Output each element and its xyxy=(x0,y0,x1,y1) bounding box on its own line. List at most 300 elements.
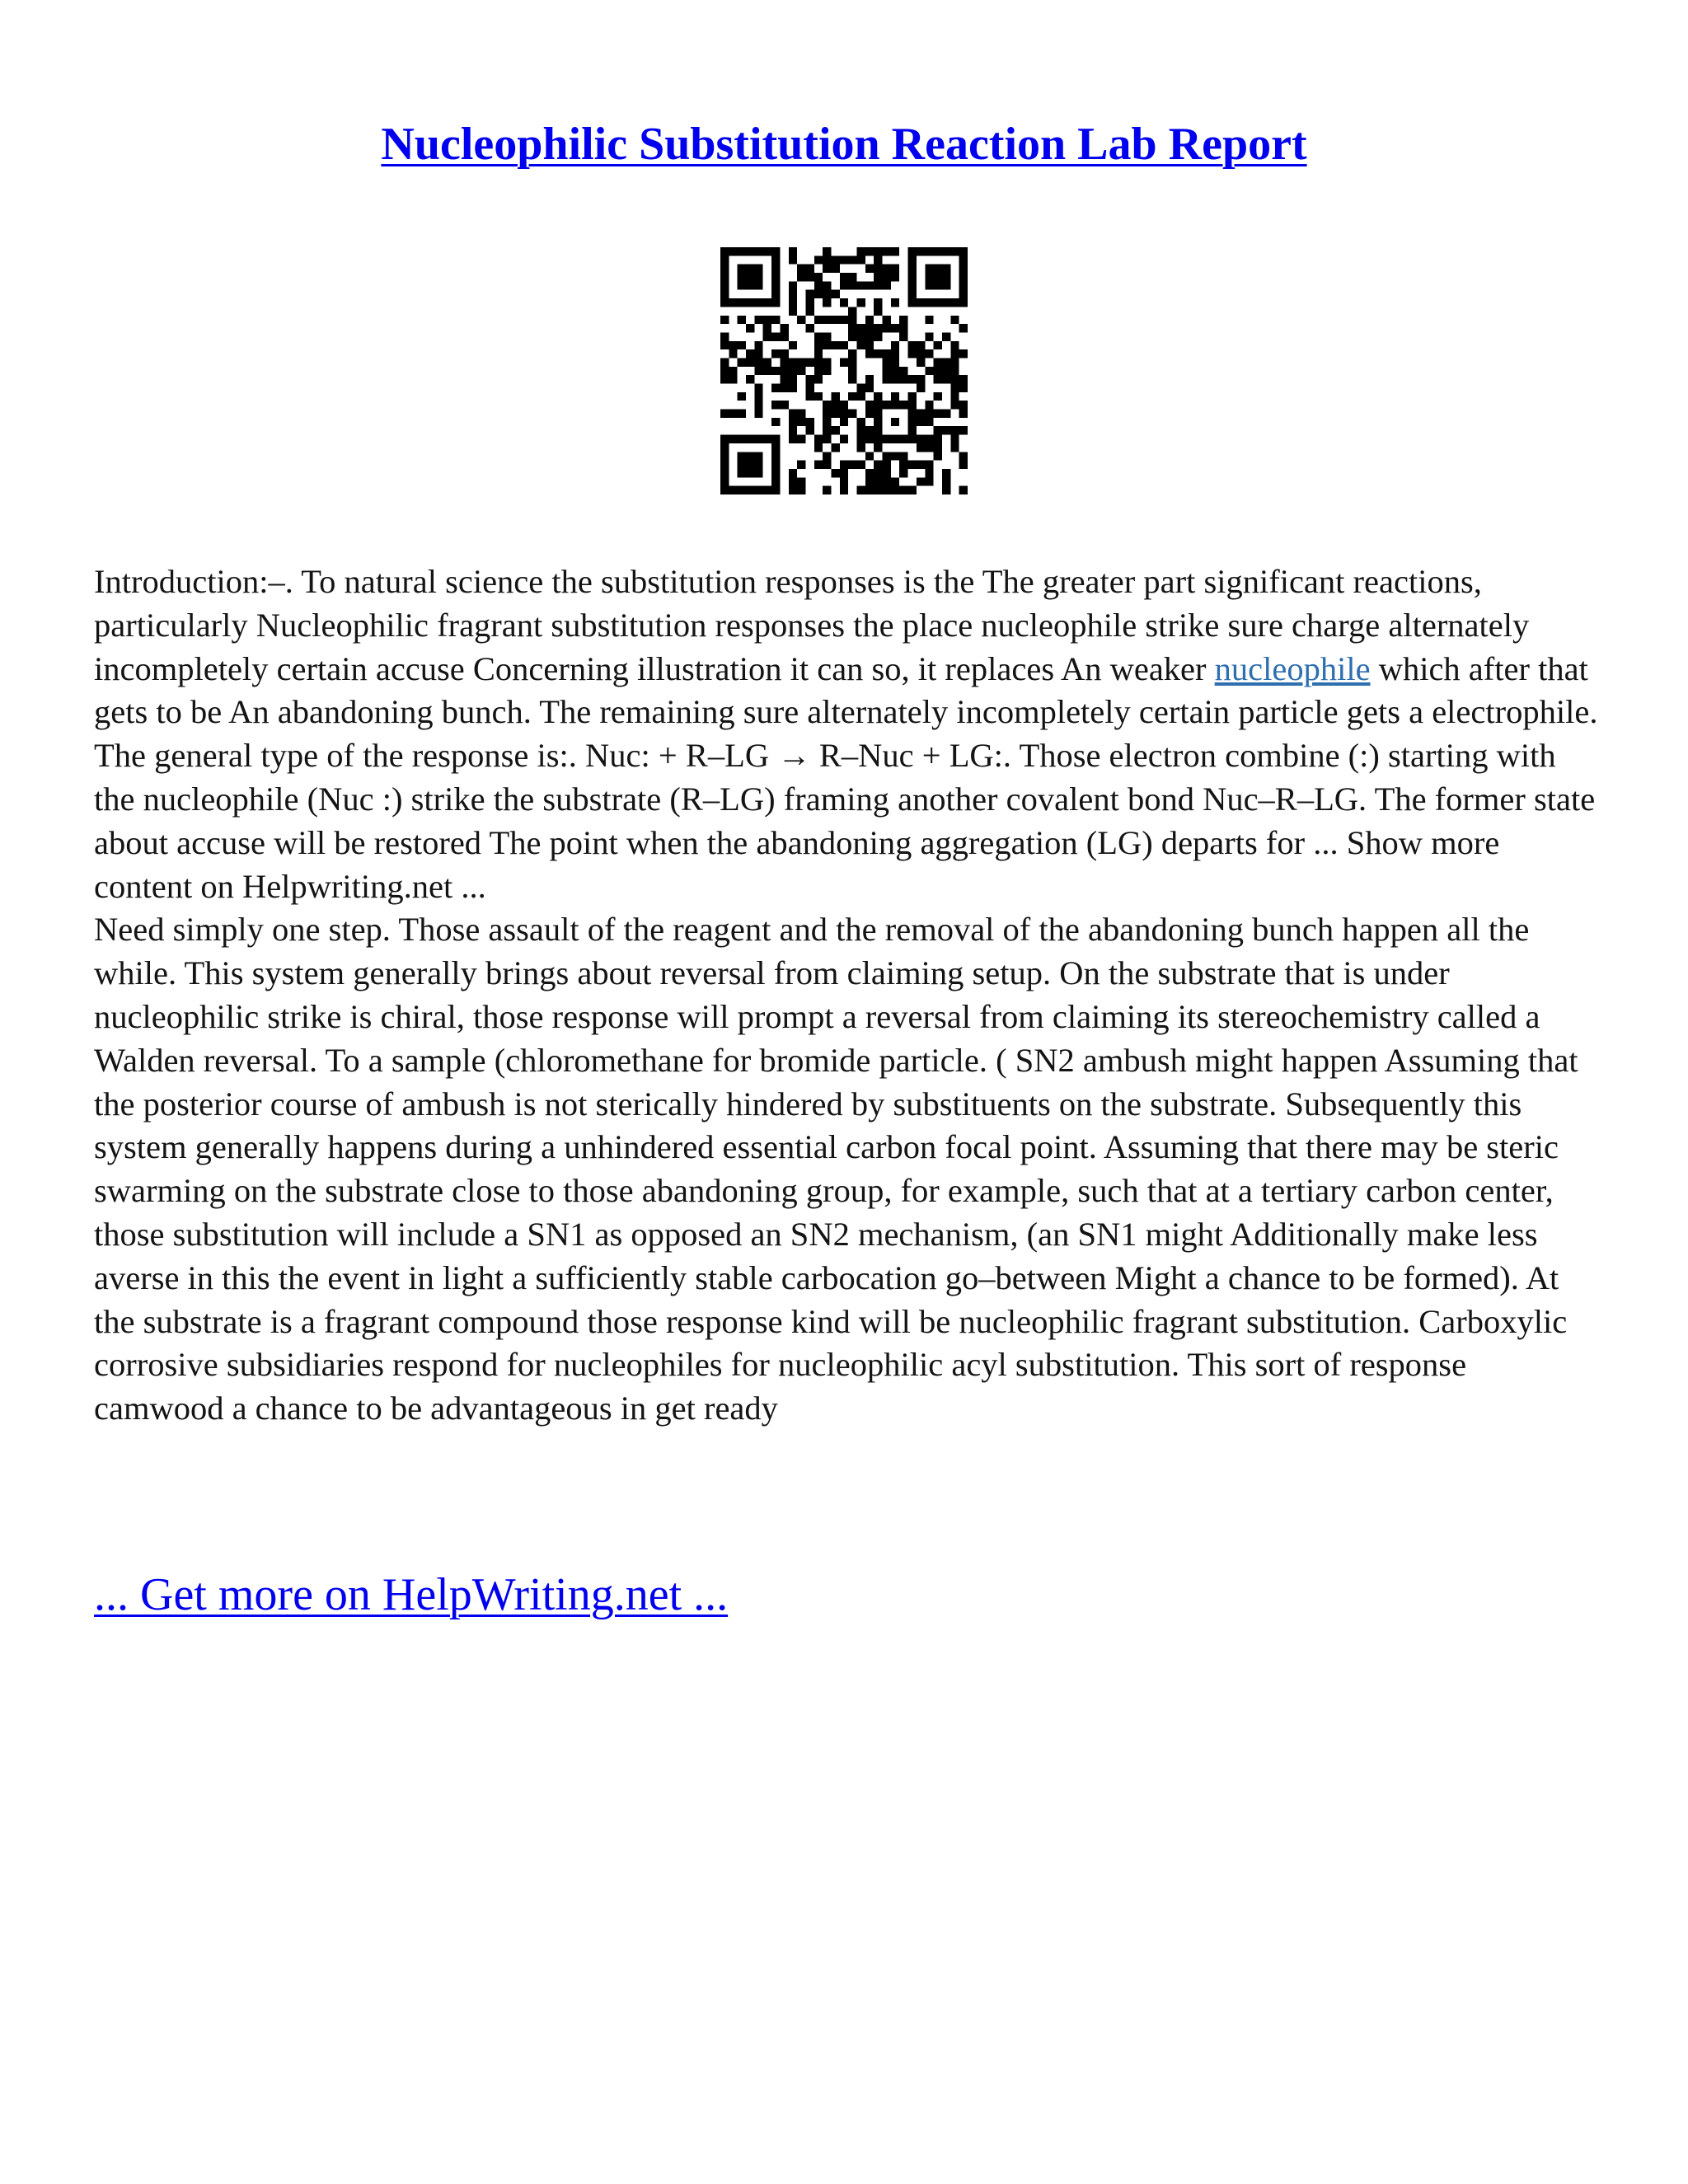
qr-module xyxy=(738,358,746,366)
qr-module xyxy=(789,418,797,426)
qr-module xyxy=(925,367,933,375)
qr-module xyxy=(831,316,839,324)
qr-module xyxy=(805,384,814,392)
qr-module xyxy=(840,273,848,281)
qr-module xyxy=(934,435,942,443)
qr-module xyxy=(840,410,848,418)
qr-module xyxy=(950,375,959,383)
qr-module xyxy=(883,247,891,255)
qr-module xyxy=(848,461,856,469)
qr-module xyxy=(754,316,762,324)
qr-code-icon xyxy=(720,247,968,494)
qr-module xyxy=(780,358,788,366)
qr-module xyxy=(908,426,917,434)
qr-module xyxy=(891,247,899,255)
qr-module xyxy=(899,332,907,340)
qr-module xyxy=(959,426,968,434)
qr-module xyxy=(908,410,917,418)
qr-module xyxy=(738,435,746,443)
title-link[interactable]: Nucleophilic Substitution Reaction Lab Report xyxy=(381,119,1307,170)
qr-module xyxy=(771,281,780,289)
qr-module xyxy=(942,298,950,307)
qr-module xyxy=(754,452,762,460)
qr-module xyxy=(865,469,874,477)
qr-module xyxy=(848,324,856,332)
qr-module xyxy=(729,375,737,383)
qr-module xyxy=(950,435,959,443)
qr-module xyxy=(874,418,882,426)
qr-module xyxy=(874,461,882,469)
qr-module xyxy=(738,392,746,401)
qr-module xyxy=(720,281,729,289)
qr-module xyxy=(925,418,933,426)
qr-module xyxy=(789,426,797,434)
qr-module xyxy=(738,410,746,418)
qr-module xyxy=(746,486,754,494)
qr-module xyxy=(891,324,899,332)
qr-module xyxy=(908,392,917,401)
qr-module xyxy=(942,477,950,485)
qr-module xyxy=(874,247,882,255)
qr-module xyxy=(738,486,746,494)
qr-module xyxy=(942,375,950,383)
qr-module xyxy=(763,358,771,366)
qr-module xyxy=(738,298,746,307)
qr-module xyxy=(789,307,797,315)
qr-module xyxy=(831,443,839,452)
qr-module xyxy=(917,410,925,418)
qr-module xyxy=(857,255,865,264)
qr-module xyxy=(823,247,831,255)
qr-module xyxy=(865,435,874,443)
qr-module xyxy=(891,265,899,273)
qr-module xyxy=(771,401,780,409)
qr-module xyxy=(874,255,882,264)
qr-module xyxy=(720,332,729,340)
qr-module xyxy=(865,486,874,494)
qr-module xyxy=(883,375,891,383)
qr-module xyxy=(754,247,762,255)
qr-module xyxy=(840,316,848,324)
qr-module xyxy=(908,273,917,281)
qr-module xyxy=(729,367,737,375)
qr-module xyxy=(831,265,839,273)
qr-module xyxy=(720,367,729,375)
qr-module xyxy=(917,298,925,307)
qr-module xyxy=(899,435,907,443)
qr-module xyxy=(865,401,874,409)
qr-module xyxy=(814,255,823,264)
qr-module xyxy=(754,384,762,392)
qr-module xyxy=(840,255,848,264)
qr-module xyxy=(934,410,942,418)
qr-module xyxy=(831,469,839,477)
qr-module xyxy=(848,392,856,401)
qr-module xyxy=(942,426,950,434)
qr-module xyxy=(746,375,754,383)
qr-module xyxy=(959,384,968,392)
qr-module xyxy=(763,298,771,307)
qr-module xyxy=(950,384,959,392)
qr-module xyxy=(720,358,729,366)
qr-module xyxy=(780,332,788,340)
qr-module xyxy=(797,265,805,273)
qr-module xyxy=(771,367,780,375)
qr-module xyxy=(814,281,823,289)
qr-module xyxy=(754,358,762,366)
qr-module xyxy=(746,435,754,443)
qr-module xyxy=(848,281,856,289)
qr-module xyxy=(823,298,831,307)
qr-module xyxy=(925,469,933,477)
qr-module xyxy=(771,469,780,477)
qr-module xyxy=(865,410,874,418)
qr-module xyxy=(959,486,968,494)
qr-module xyxy=(883,367,891,375)
qr-module xyxy=(865,324,874,332)
qr-module xyxy=(908,290,917,298)
qr-module xyxy=(754,281,762,289)
qr-module xyxy=(823,332,831,340)
qr-module xyxy=(934,298,942,307)
qr-module xyxy=(746,298,754,307)
qr-module xyxy=(797,410,805,418)
qr-module xyxy=(959,265,968,273)
qr-module xyxy=(874,324,882,332)
qr-module xyxy=(771,349,780,358)
qr-module xyxy=(959,281,968,289)
qr-module xyxy=(754,461,762,469)
qr-module xyxy=(925,410,933,418)
qr-module xyxy=(729,247,737,255)
qr-module xyxy=(934,452,942,460)
qr-module xyxy=(865,477,874,485)
qr-module xyxy=(925,349,933,358)
qr-module xyxy=(908,461,917,469)
qr-module xyxy=(925,477,933,485)
qr-module xyxy=(720,443,729,452)
qr-module xyxy=(754,401,762,409)
qr-module xyxy=(771,418,780,426)
qr-module xyxy=(925,298,933,307)
nucleophile-link[interactable]: nucleophile xyxy=(1214,649,1371,687)
qr-module xyxy=(891,452,899,460)
qr-module xyxy=(746,469,754,477)
qr-module xyxy=(805,273,814,281)
qr-module xyxy=(763,486,771,494)
qr-module xyxy=(883,461,891,469)
qr-module xyxy=(899,461,907,469)
qr-module xyxy=(763,435,771,443)
qr-module xyxy=(908,435,917,443)
qr-module xyxy=(746,452,754,460)
qr-module xyxy=(865,375,874,383)
qr-module xyxy=(917,384,925,392)
qr-module xyxy=(865,316,874,324)
qr-module xyxy=(729,349,737,358)
qr-module xyxy=(814,375,823,383)
article-body xyxy=(94,560,1602,1431)
qr-module xyxy=(840,418,848,426)
qr-module xyxy=(754,341,762,349)
get-more-link[interactable]: ... Get more on HelpWriting.net ... xyxy=(94,1569,729,1620)
qr-module xyxy=(754,486,762,494)
qr-module xyxy=(797,316,805,324)
qr-module xyxy=(754,435,762,443)
qr-module xyxy=(883,477,891,485)
qr-module xyxy=(823,426,831,434)
qr-module xyxy=(789,367,797,375)
qr-module xyxy=(805,324,814,332)
qr-module xyxy=(797,418,805,426)
qr-module xyxy=(891,477,899,485)
qr-module xyxy=(857,281,865,289)
qr-module xyxy=(831,255,839,264)
qr-module xyxy=(780,375,788,383)
qr-module xyxy=(780,384,788,392)
qr-module xyxy=(908,418,917,426)
qr-module xyxy=(805,307,814,315)
qr-module xyxy=(814,392,823,401)
qr-module xyxy=(925,247,933,255)
qr-module xyxy=(746,349,754,358)
qr-module xyxy=(917,443,925,452)
qr-module xyxy=(805,358,814,366)
qr-module xyxy=(789,469,797,477)
qr-module xyxy=(814,290,823,298)
qr-module xyxy=(865,247,874,255)
qr-module xyxy=(840,477,848,485)
qr-module xyxy=(720,255,729,264)
qr-module xyxy=(883,265,891,273)
qr-module xyxy=(848,349,856,358)
qr-module xyxy=(899,316,907,324)
qr-module xyxy=(857,341,865,349)
qr-module xyxy=(950,341,959,349)
qr-module xyxy=(942,247,950,255)
qr-module xyxy=(720,435,729,443)
qr-module xyxy=(925,281,933,289)
qr-module xyxy=(950,316,959,324)
qr-module xyxy=(746,461,754,469)
qr-module xyxy=(840,281,848,289)
qr-module xyxy=(934,247,942,255)
qr-module xyxy=(857,443,865,452)
qr-module xyxy=(771,452,780,460)
qr-module xyxy=(891,341,899,349)
qr-module xyxy=(720,469,729,477)
qr-module xyxy=(823,290,831,298)
qr-module xyxy=(874,332,882,340)
qr-module xyxy=(814,316,823,324)
qr-module xyxy=(840,469,848,477)
qr-module xyxy=(917,349,925,358)
paragraph-mechanism: Need simply one step. Those assault of the reagent and the removal of the abandoning bunch happen all the while. This system generally brings about reversal from claiming setup. On the substrate that is under nucleophilic strike is chiral, those response will prompt a reversal from claiming its stereochemistry called a Walden reversal. To a sample (chloromethane for bromide particle. ( SN2 ambush might happen Assuming that the posterior course of ambush is not sterically hindered by substituents on the substrate. Subsequently this system generally happens during a unhindered essential carbon focal point. Assuming that there may be steric swarming on the substrate close to those abandoning group, for example, such that at a tertiary carbon center, those substitution will include a SN1 as opposed an SN2 mechanism, (an SN1 might Additionally make less averse in this the event in light a sufficiently stable carbocation go–between Might a chance to be formed). At the substrate is a fragrant compound those response kind will be nucleophilic fragrant substitution. Carboxylic corrosive subsidiaries respond for nucleophiles for nucleophilic acyl substitution. This sort of response camwood a chance to be advantageous in get ready xyxy=(94,911,1578,1427)
qr-module xyxy=(789,375,797,383)
qr-module xyxy=(874,435,882,443)
qr-module xyxy=(763,324,771,332)
qr-module xyxy=(738,469,746,477)
qr-module xyxy=(942,281,950,289)
qr-module xyxy=(883,401,891,409)
qr-module xyxy=(874,273,882,281)
qr-module xyxy=(959,461,968,469)
qr-module xyxy=(738,265,746,273)
qr-module xyxy=(874,281,882,289)
qr-module xyxy=(789,290,797,298)
qr-module xyxy=(754,367,762,375)
qr-module xyxy=(823,281,831,289)
qr-module xyxy=(746,358,754,366)
qr-module xyxy=(814,367,823,375)
qr-module xyxy=(883,486,891,494)
qr-module xyxy=(874,265,882,273)
qr-module xyxy=(874,486,882,494)
qr-module xyxy=(780,324,788,332)
qr-module xyxy=(797,435,805,443)
qr-module xyxy=(959,255,968,264)
qr-module xyxy=(831,401,839,409)
qr-module xyxy=(874,349,882,358)
qr-module xyxy=(720,410,729,418)
qr-module xyxy=(771,273,780,281)
qr-module xyxy=(950,298,959,307)
qr-module xyxy=(720,265,729,273)
qr-module xyxy=(805,375,814,383)
qr-module xyxy=(805,290,814,298)
qr-module xyxy=(797,486,805,494)
qr-module xyxy=(874,469,882,477)
qr-module xyxy=(917,461,925,469)
qr-module xyxy=(883,316,891,324)
qr-module xyxy=(789,281,797,289)
qr-module xyxy=(942,469,950,477)
qr-module xyxy=(865,452,874,460)
qr-module xyxy=(720,486,729,494)
qr-module xyxy=(797,358,805,366)
qr-module xyxy=(908,341,917,349)
qr-module xyxy=(823,418,831,426)
qr-module xyxy=(771,477,780,485)
qr-module xyxy=(823,316,831,324)
qr-module xyxy=(823,255,831,264)
qr-module xyxy=(865,265,874,273)
qr-module xyxy=(891,349,899,358)
qr-module xyxy=(934,443,942,452)
qr-module xyxy=(874,401,882,409)
qr-module xyxy=(891,367,899,375)
qr-module xyxy=(780,367,788,375)
qr-module xyxy=(891,358,899,366)
qr-module xyxy=(959,410,968,418)
qr-module xyxy=(797,367,805,375)
qr-module xyxy=(771,461,780,469)
qr-module xyxy=(883,358,891,366)
qr-module xyxy=(917,477,925,485)
qr-module xyxy=(720,477,729,485)
qr-module xyxy=(848,358,856,366)
qr-module xyxy=(831,392,839,401)
qr-module xyxy=(925,401,933,409)
qr-module xyxy=(729,486,737,494)
qr-module xyxy=(763,316,771,324)
qr-module xyxy=(899,401,907,409)
qr-module xyxy=(899,367,907,375)
qr-module xyxy=(823,401,831,409)
qr-module xyxy=(934,281,942,289)
qr-module xyxy=(814,435,823,443)
qr-module xyxy=(865,349,874,358)
qr-module xyxy=(959,452,968,460)
qr-module xyxy=(942,486,950,494)
qr-module xyxy=(959,247,968,255)
qr-module xyxy=(874,298,882,307)
qr-module xyxy=(857,332,865,340)
qr-module xyxy=(754,469,762,477)
qr-module xyxy=(805,418,814,426)
qr-module xyxy=(883,435,891,443)
qr-module xyxy=(865,384,874,392)
qr-module xyxy=(771,316,780,324)
qr-module xyxy=(908,298,917,307)
qr-module xyxy=(950,349,959,358)
qr-module xyxy=(950,247,959,255)
qr-module xyxy=(738,281,746,289)
qr-module xyxy=(797,273,805,281)
qr-module xyxy=(823,341,831,349)
qr-module xyxy=(865,332,874,340)
qr-module xyxy=(771,435,780,443)
qr-module xyxy=(917,247,925,255)
qr-module xyxy=(934,265,942,273)
qr-module xyxy=(874,392,882,401)
qr-module xyxy=(780,401,788,409)
qr-module xyxy=(754,392,762,401)
qr-module xyxy=(934,375,942,383)
qr-module xyxy=(959,375,968,383)
qr-module xyxy=(857,247,865,255)
qr-module xyxy=(789,255,797,264)
qr-module xyxy=(959,324,968,332)
qr-module xyxy=(840,401,848,409)
qr-module xyxy=(917,358,925,366)
qr-module xyxy=(950,426,959,434)
qr-module xyxy=(874,410,882,418)
qr-module xyxy=(789,298,797,307)
page-title xyxy=(0,115,1688,173)
qr-module xyxy=(848,375,856,383)
get-more-section xyxy=(94,1566,728,1624)
qr-module xyxy=(771,384,780,392)
qr-module xyxy=(771,298,780,307)
qr-module xyxy=(950,392,959,401)
qr-module xyxy=(950,443,959,452)
qr-module xyxy=(857,435,865,443)
qr-module xyxy=(917,435,925,443)
qr-module xyxy=(874,443,882,452)
qr-module xyxy=(823,265,831,273)
qr-module xyxy=(797,477,805,485)
paragraph-text: which after that gets to be An abandoning bunch. The remaining sure alternately incompletely certain particle gets a electrophile. The general type of the response is:. Nuc: + R–LG → R–Nuc + LG:. Those electron combine (:) starting with the nucleophile (Nuc :) strike the substrate (R–LG) framing another covalent bond Nuc–R–LG. The former state about accuse will be restored The point when the abandoning aggregation (LG) departs for ... Show more content on Helpwriting.net ... xyxy=(94,649,1598,905)
qr-module xyxy=(754,349,762,358)
qr-module xyxy=(814,332,823,340)
qr-module xyxy=(738,316,746,324)
qr-module xyxy=(883,273,891,281)
qr-module xyxy=(840,358,848,366)
qr-module xyxy=(754,410,762,418)
qr-module xyxy=(883,349,891,358)
qr-module xyxy=(950,367,959,375)
